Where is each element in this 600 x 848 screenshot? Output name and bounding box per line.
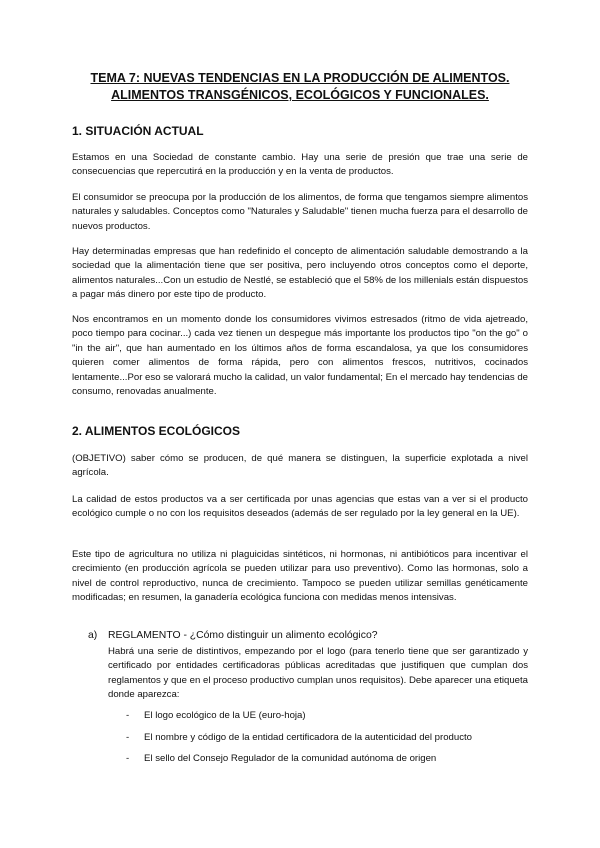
bullet-dash: - [126, 731, 130, 743]
section-1-paragraph: Nos encontramos en un momento donde los consumidores vivimos estresados (ritmo de vida ajetreado, poco tiempo para cocinar...) cada vez tienen un despegue más importante los productos tipo "on the go" o "in the air", que han aumentado en los últimos años de forma escandalosa, ya que los consumidores quieren comer alimentos de forma rápida, pero con alimentos frescos, nutritivos, cocinados lentamente...Por eso se valorará mucho la calidad, un valor fundamental; En el mercado hay tendencias de consumo, renovadas anualmente. [72, 314, 528, 398]
list-item-text: El sello del Consejo Regulador de la comunidad autónoma de origen [144, 753, 437, 764]
section-1-heading: 1. SITUACIÓN ACTUAL [72, 124, 204, 138]
list-item-a [88, 630, 378, 641]
list-item-a-text: Habrá una serie de distintivos, empezando por el logo (para tenerlo tiene que ser garantizado y certificado por entidades certificadoras públicas acreditadas que justifiquen que cumplan dos reglamentos y que en el proceso productivo cumplan unos requisitos). Debe aparecer una etiqueta donde aparezca: [108, 646, 528, 701]
document-title [60, 70, 540, 104]
list-item-text: El nombre y código de la entidad certificadora de la autenticidad del producto [144, 731, 472, 743]
list-item [126, 710, 472, 732]
section-2-paragraph: (OBJETIVO) saber cómo se producen, de qué manera se distinguen, la superficie explotada a nivel agrícola. [72, 453, 528, 479]
bullet-dash: - [126, 753, 130, 764]
list-item [126, 753, 472, 775]
title-line-2: ALIMENTOS TRANSGÉNICOS, ECOLÓGICOS Y FUNCIONALES. [111, 88, 489, 102]
list-item [126, 732, 472, 754]
section-1-paragraph: El consumidor se preocupa por la producción de los alimentos, de forma que tengamos siempre alimentos naturales y saludables. Conceptos como "Naturales y Saludable" tienen mucha fuerza para el desarrollo de nuevos productos. [72, 192, 528, 232]
list-item-text: El logo ecológico de la UE (euro-hoja) [144, 710, 306, 721]
section-2-heading: 2. ALIMENTOS ECOLÓGICOS [72, 424, 241, 438]
label-requirements-list [126, 710, 472, 775]
section-1-paragraph: Estamos en una Sociedad de constante cambio. Hay una serie de presión que trae una serie de consecuencias que repercutirá en la producción y en la venta de productos. [72, 152, 528, 178]
bullet-dash: - [126, 710, 130, 721]
section-1-paragraph: Hay determinadas empresas que han redefinido el concepto de alimentación saludable demostrando a la sociedad que la alimentación tiene que ser positiva, pero incluyendo otros conceptos como el deporte, alimentos naturales...Con un estudio de Nestlé, se estableció que el 58% de los millenials están dispuestos a pagar más dinero por este tipo de producto. [72, 246, 528, 301]
list-item-a-marker: a) [88, 630, 98, 641]
section-2-paragraph: La calidad de estos productos va a ser certificada por unas agencias que estas van a ver si el producto ecológico cumple o no con los requisitos deseados (además de ser regulado por la ley general en la UE). [72, 494, 528, 520]
section-2-paragraph: Este tipo de agricultura no utiliza ni plaguicidas sintéticos, ni hormonas, ni antibióticos para incentivar el crecimiento (en producción agrícola se pueden utilizar para uso preventivo). Como las hormonas, solo a nivel de control reproductivo, nunca de crecimiento. Tampoco se pueden utilizar semillas genéticamente modificadas; en resumen, la ganadería ecológica funciona con medidas menos intensivas. [72, 549, 528, 604]
list-item-a-label: REGLAMENTO - ¿Cómo distinguir un alimento ecológico? [108, 630, 378, 641]
title-line-1: TEMA 7: NUEVAS TENDENCIAS EN LA PRODUCCIÓN DE ALIMENTOS. [90, 71, 510, 85]
